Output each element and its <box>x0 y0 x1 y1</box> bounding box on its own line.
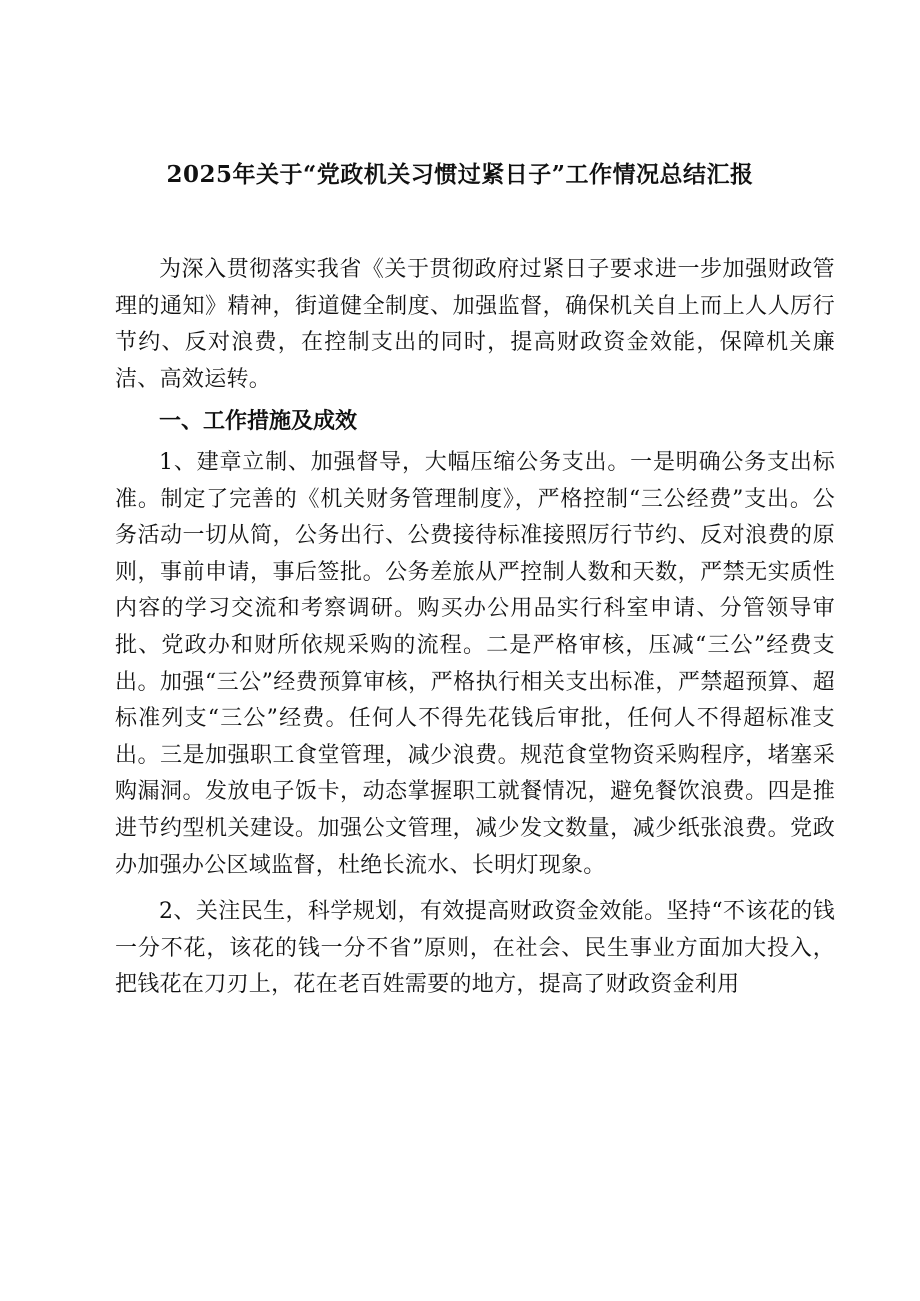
measure-paragraph-2: 2、关注民生，科学规划，有效提高财政资金效能。坚持“不该花的钱一分不花，该花的钱一分不省”原则，在社会、民生事业方面加大投入，把钱花在刀刃上，花在老百姓需要的地方，提高了财政资金利用 <box>115 899 835 998</box>
document-title: 2025年关于“党政机关习惯过紧日子”工作情况总结汇报 <box>166 161 754 188</box>
section-heading: 一、工作措施及成效 <box>159 408 358 435</box>
measure-paragraph-1: 1、建章立制、加强督导，大幅压缩公务支出。一是明确公务支出标准。制定了完善的《机关财务管理制度》，严格控制“三公经费”支出。公务活动一切从简，公务出行、公费接待标准接照厉行节约、反对浪费的原则，事前申请，事后签批。公务差旅从严控制人数和天数，严禁无实质性内容的学习交流和考察调研。购买办公用品实行科室申请、分管领导审批、党政办和财所依规采购的流程。二是严格审核，压减“三公”经费支出。加强“三公”经费预算审核，严格执行相关支出标准，严禁超预算、超标准列支“三公”经费。任何人不得先花钱后审批，任何人不得超标准支出。三是加强职工食堂管理，减少浪费。规范食堂物资采购程序，堵塞采购漏洞。发放电子饭卡，动态掌握职工就餐情况，避免餐饮浪费。四是推进节约型机关建设。加强公文管理，减少发文数量，减少纸张浪费。党政办加强办公区域监督，杜绝长流水、长明灯现象。 <box>115 449 835 878</box>
document-body <box>115 252 835 1004</box>
intro-paragraph: 为深入贯彻落实我省《关于贯彻政府过紧日子要求进一步加强财政管理的通知》精神，街道健全制度、加强监督，确保机关自上而上人人厉行节约、反对浪费，在控制支出的同时，提高财政资金效能，保障机关廉洁、高效运转。 <box>115 257 835 392</box>
